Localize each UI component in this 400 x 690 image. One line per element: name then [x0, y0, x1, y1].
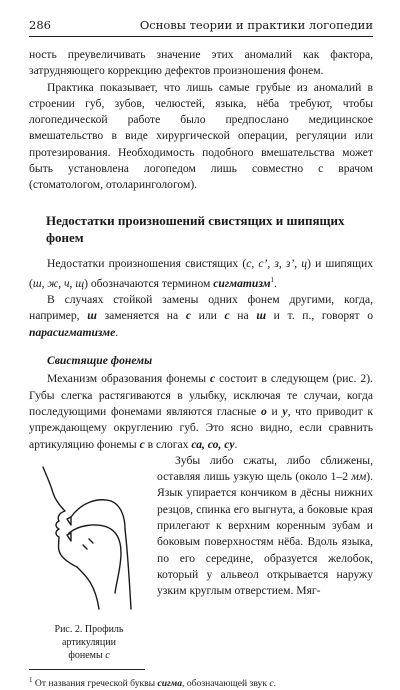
- page-number: 286: [29, 18, 51, 32]
- paragraph-parasigmatism: В случаях стойкой замены одних фонем другими, когда, например, ш заменяется на с или с на ш и т. п., говорят о парасигматизме.: [29, 293, 374, 339]
- articulation-profile-drawing: [29, 463, 149, 623]
- running-title: Основы теории и практики логопедии: [139, 18, 373, 32]
- figure-side-text: [157, 453, 373, 600]
- paragraph-continuation: ность преувеличивать значение этих аномалий как фактора, затрудняющего коррекцию дефектов произношения фонем.: [29, 48, 373, 78]
- figure-block: [29, 453, 373, 663]
- running-header: [29, 18, 373, 37]
- footnote-divider: [29, 669, 145, 670]
- footnote: $^1$ От названия греческой буквы сигма, обозначающей звук с.: [29, 675, 277, 689]
- figure-caption: Рис. 2. Профиль артикуляции фонемы с: [54, 623, 124, 661]
- paragraph-practice: Практика показывает, что лишь самые грубые из аномалий в строении губ, зубов, челюстей, языка, нёба требуют, чтобы логопедической работе было предпослано медицинское вмешательство в виде хирургической операции, регуляции или протезирования. Необходимость подобного вмешательства может быть установлена логопедом лишь совместно с врачом (стоматологом, отоларингологом).: [29, 80, 373, 192]
- paragraph-sigmatism: Недостатки произношения свистящих (с, с’, з, з’, ц) и шипящих (ш, ж, ч, щ) обозначаются термином сигматизм$^1$.: [29, 256, 373, 290]
- paragraph-teeth-tongue: Зубы либо сжаты, либо сближены, оставляя лишь узкую щель (около 1–2 мм). Язык упирается кончиком в дёсны нижних резцов, спинка его выгнута, а боковые края прилегают к верхним коренным зубам и боковым поверхностям нёба. Вдоль языка, по его середине, образуется желобок, который у альвеол открывается наружу узким круглым отверстием. Мяг-: [157, 453, 373, 598]
- page: [29, 18, 373, 690]
- subsection-title: Свистящие фонемы: [47, 354, 153, 368]
- section-title: Недостатки произношений свистящих и шипящих фонем: [46, 212, 345, 245]
- paragraph-mechanism: Механизм образования фонемы с состоит в следующем (рис. 2). Губы слегка растягиваются в улыбку, исключая те случаи, когда последующими фонемами являются гласные о и у, что приводит к упреждающему округлению губ. Это ясно видно, если сравнить артикуляцию фонемы с в слогах са, со, су.: [29, 372, 373, 451]
- figure-articulation-profile: [29, 453, 149, 663]
